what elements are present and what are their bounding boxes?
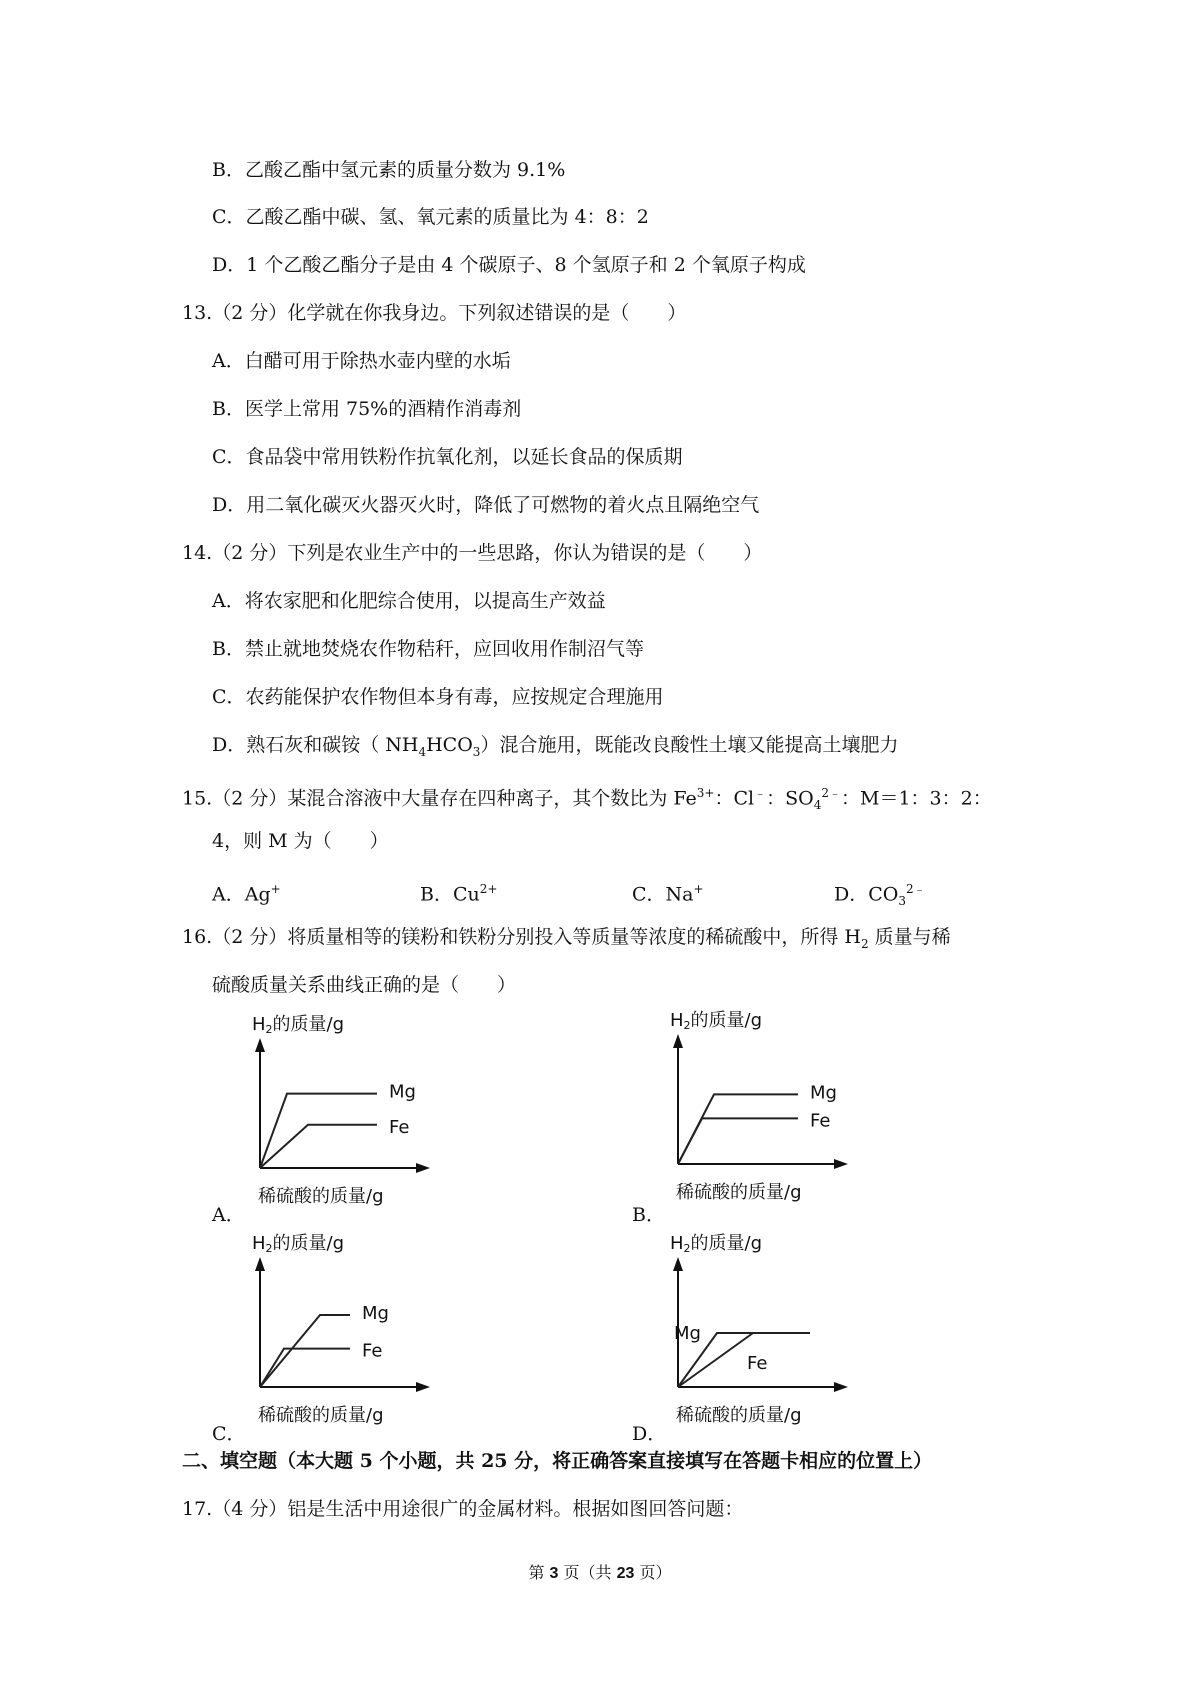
y-axis-arrow [673, 1034, 683, 1048]
chart-d-option-letter: D． [632, 1423, 667, 1445]
q12-option-c: C．乙酸乙酯中碳、氢、氧元素的质量比为 4：8：2 [212, 206, 649, 228]
chart-c [250, 1229, 450, 1434]
chart-a-option-letter: A． [212, 1204, 245, 1226]
x-axis-label: 稀硫酸的质量/g [258, 1405, 384, 1426]
q15-option-b: B．$Cu^{2+}$ [420, 882, 498, 906]
page-number: 3 [549, 1565, 559, 1582]
q15-stem: 15.（2 分）某混合溶液中大量存在四种离子，其个数比为 $Fe^{3+}$：Cl﹣：$SO_4^{2﹣}$：M＝1：3：2： [182, 786, 992, 813]
q13-option-a: A．白醋可用于除热水壶内壁的水垢 [212, 350, 511, 372]
chart-b-option-letter: B． [632, 1204, 665, 1226]
q15-option-a: A．Ag+ [212, 882, 281, 906]
chart-b [668, 1006, 868, 1211]
series-line-fe [260, 1125, 377, 1168]
series-line-mg [260, 1315, 350, 1387]
series-label-mg: Mg [810, 1082, 837, 1104]
chart-d [668, 1229, 868, 1434]
series-line-fe [260, 1349, 350, 1387]
q15-option-c: C．Na+ [632, 882, 704, 906]
q14-stem: 14.（2 分）下列是农业生产中的一些思路，你认为错误的是（ ） [182, 542, 763, 564]
series-label-fe: Fe [747, 1353, 768, 1374]
chart-c-option-letter: C． [212, 1423, 246, 1445]
q14-option-a: A．将农家肥和化肥综合使用，以提高生产效益 [212, 590, 606, 612]
y-axis-label: H2的质量/g [670, 1233, 763, 1255]
chart-a [250, 1010, 450, 1215]
q14-option-d: D．熟石灰和碳铵（ $NH_4HCO_3$）混合施用，既能改良酸性土壤又能提高土壤肥力 [212, 734, 899, 759]
y-axis-arrow [255, 1257, 265, 1271]
q14-option-c: C．农药能保护农作物但本身有毒，应按规定合理施用 [212, 686, 664, 708]
series-label-mg: Mg [389, 1081, 416, 1103]
series-line-fe [678, 1118, 798, 1164]
q15-stem-continued: 4，则 M 为（ ） [212, 830, 389, 852]
y-axis-arrow [255, 1038, 265, 1052]
section-2-heading: 二、填空题（本大题 5 个小题，共 25 分，将正确答案直接填写在答题卡相应的位置上） [182, 1450, 933, 1472]
y-axis-arrow [673, 1257, 683, 1271]
q13-option-b: B．医学上常用 75%的酒精作消毒剂 [212, 398, 522, 420]
x-axis-arrow [834, 1159, 848, 1169]
page-footer: 第 3 页（共 23 页） [528, 1563, 672, 1582]
q13-option-d: D．用二氧化碳灭火器灭火时，降低了可燃物的着火点且隔绝空气 [212, 494, 760, 516]
x-axis-label: 稀硫酸的质量/g [676, 1405, 802, 1426]
page-total: 23 [616, 1565, 635, 1582]
y-axis-label: H2的质量/g [252, 1014, 345, 1036]
x-axis-arrow [416, 1382, 430, 1392]
x-axis-label: 稀硫酸的质量/g [258, 1186, 384, 1207]
q12-option-d: D．1 个乙酸乙酯分子是由 4 个碳原子、8 个氢原子和 2 个氧原子构成 [212, 254, 806, 276]
q14-option-b: B．禁止就地焚烧农作物秸秆，应回收用作制沼气等 [212, 638, 644, 660]
x-axis-arrow [416, 1163, 430, 1173]
q17-stem: 17.（4 分）铝是生活中用途很广的金属材料。根据如图回答问题： [182, 1498, 744, 1520]
q12-option-b: B．乙酸乙酯中氢元素的质量分数为 9.1% [212, 159, 566, 181]
q16-stem: 16.（2 分）将质量相等的镁粉和铁粉分别投入等质量等浓度的稀硫酸中，所得 $H_2$ 质量与稀 [182, 926, 951, 951]
q13-stem: 13.（2 分）化学就在你我身边。下列叙述错误的是（ ） [182, 302, 687, 324]
series-label-mg: Mg [362, 1303, 389, 1324]
y-axis-label: H2的质量/g [252, 1233, 345, 1255]
y-axis-label: H2的质量/g [670, 1010, 763, 1032]
q13-option-c: C．食品袋中常用铁粉作抗氧化剂，以延长食品的保质期 [212, 446, 683, 468]
q15-option-d: D．$CO_3^{2﹣}$ [834, 882, 926, 909]
series-label-fe: Fe [362, 1340, 383, 1362]
x-axis-label: 稀硫酸的质量/g [676, 1182, 802, 1203]
series-label-fe: Fe [389, 1116, 410, 1138]
series-line-mg [260, 1094, 377, 1168]
q16-stem-continued: 硫酸质量关系曲线正确的是（ ） [212, 974, 517, 996]
series-label-mg: Mg [674, 1323, 701, 1344]
series-label-fe: Fe [810, 1110, 831, 1132]
x-axis-arrow [834, 1382, 848, 1392]
